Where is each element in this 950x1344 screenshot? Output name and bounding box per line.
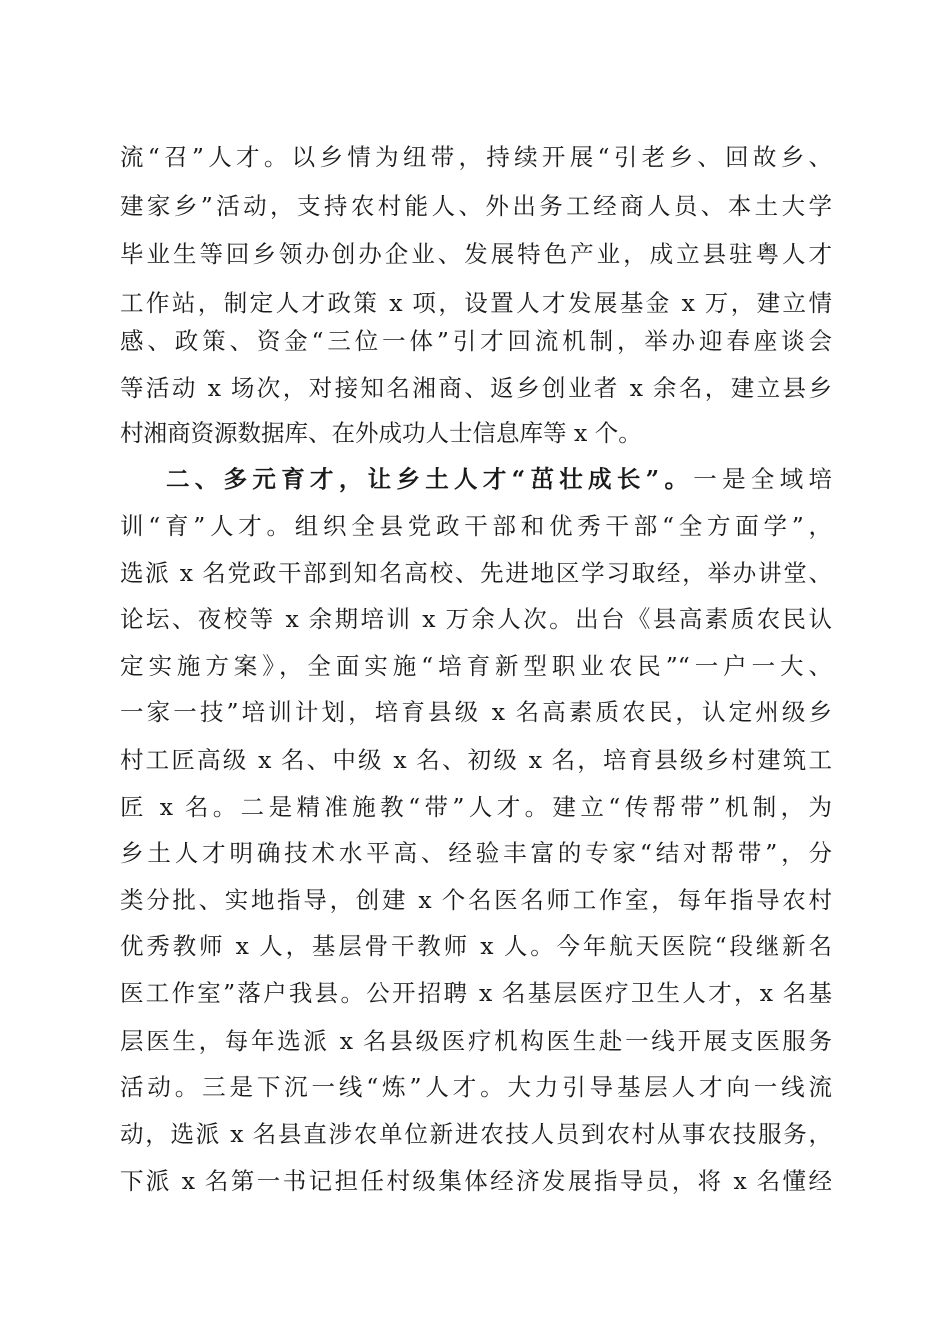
text-line: 选派 x 名党政干部到知名高校、先进地区学习取经，举办讲堂、 [120,559,832,587]
text-line: 层医生，每年选派 x 名县级医疗机构医生赴一线开展支医服务 [120,1027,832,1055]
text-line: 类分批、实地指导，创建 x 个名医名师工作室，每年指导农村 [120,886,832,914]
text-line: 匠 x 名。二是精准施教“带”人才。建立“传帮带”机制，为 [120,793,832,821]
text-line: 毕业生等回乡领办创办企业、发展特色产业，成立县驻粤人才 [120,240,832,268]
text-line: 训“育”人才。组织全县党政干部和优秀干部“全方面学”， [120,512,832,540]
text-line: 工作站，制定人才政策 x 项，设置人才发展基金 x 万，建立情 [120,289,832,317]
text-line: 动，选派 x 名县直涉农单位新进农技人员到农村从事农技服务， [120,1120,832,1148]
text-line: 下派 x 名第一书记担任村级集体经济发展指导员，将 x 名懂经 [120,1167,832,1195]
text-line: 活动。三是下沉一线“炼”人才。大力引导基层人才向一线流 [120,1073,832,1101]
section-heading-line [166,459,832,499]
text-line: 感、政策、资金“三位一体”引才回流机制，举办迎春座谈会 [120,327,832,355]
text-line: 村湘商资源数据库、在外成功人士信息库等 x 个。 [120,419,642,447]
text-line: 一家一技”培训计划，培育县级 x 名高素质农民，认定州级乡 [120,698,832,726]
text-line: 医工作室”落户我县。公开招聘 x 名基层医疗卫生人才，x 名基 [120,979,832,1007]
text-line: 村工匠高级 x 名、中级 x 名、初级 x 名，培育县级乡村建筑工 [120,746,832,774]
text-line: 流“召”人才。以乡情为纽带，持续开展“引老乡、回故乡、 [120,143,832,171]
text-line: 优秀教师 x 人，基层骨干教师 x 人。今年航天医院“段继新名 [120,932,832,960]
text-line: 论坛、夜校等 x 余期培训 x 万余人次。出台《县高素质农民认 [120,605,832,633]
text-line: 等活动 x 场次，对接知名湘商、返乡创业者 x 余名，建立县乡 [120,374,832,402]
text-line: 建家乡”活动，支持农村能人、外出务工经商人员、本土大学 [120,192,832,220]
text-line: 乡土人才明确技术水平高、经验丰富的专家“结对帮带”，分 [120,839,832,867]
text-segment: 一是全域培 [693,465,832,493]
text-line: 定实施方案》，全面实施“培育新型职业农民”“一户一大、 [120,652,832,680]
section-heading: 二、多元育才，让乡土人才“茁壮成长”。 [166,465,694,493]
